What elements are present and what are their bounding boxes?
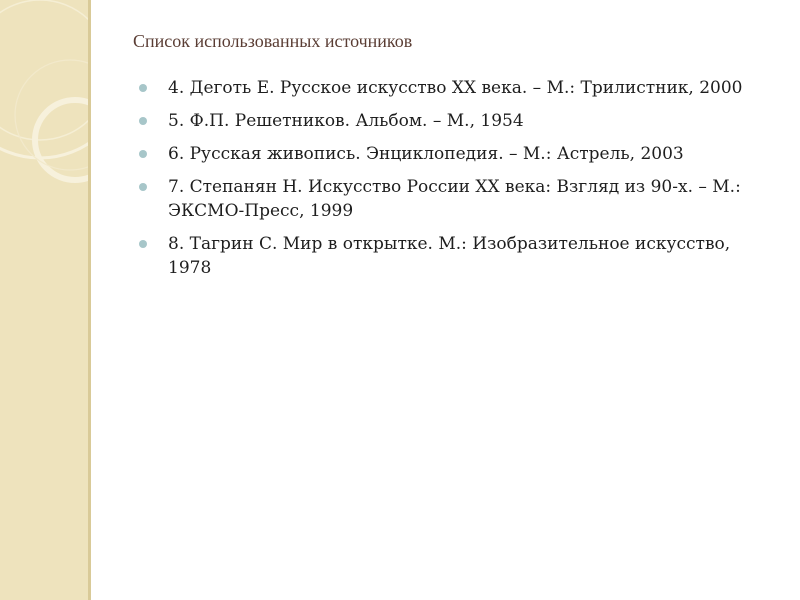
list-item-text: 5. Ф.П. Решетников. Альбом. – М., 1954 [168, 111, 524, 131]
sources-list [137, 76, 777, 289]
list-item-text: 6. Русская живопись. Энциклопедия. – М.: Астрель, 2003 [168, 144, 684, 164]
decorative-side-panel [0, 0, 88, 600]
slide-title: Список использованных источников [133, 31, 413, 51]
list-item [137, 232, 777, 280]
list-item-text: 4. Деготь Е. Русское искусство XX века. – М.: Трилистник, 2000 [168, 78, 743, 98]
list-item-text: 8. Тагрин С. Мир в открытке. М.: Изобразительное искусство, 1978 [168, 234, 731, 278]
list-item-text: 7. Степанян Н. Искусство России XX века: Взгляд из 90-х. – М.: ЭКСМО-Пресс, 1999 [168, 177, 741, 221]
decorative-circles-graphic [0, 0, 88, 600]
bullet-dot-icon [139, 150, 147, 158]
bullet-dot-icon [139, 117, 147, 125]
list-item [137, 76, 777, 100]
list-item [137, 109, 777, 133]
bullet-dot-icon [139, 84, 147, 92]
list-item [137, 175, 777, 223]
bullet-dot-icon [139, 183, 147, 191]
list-item [137, 142, 777, 166]
bullet-dot-icon [139, 240, 147, 248]
side-panel-edge [88, 0, 91, 600]
